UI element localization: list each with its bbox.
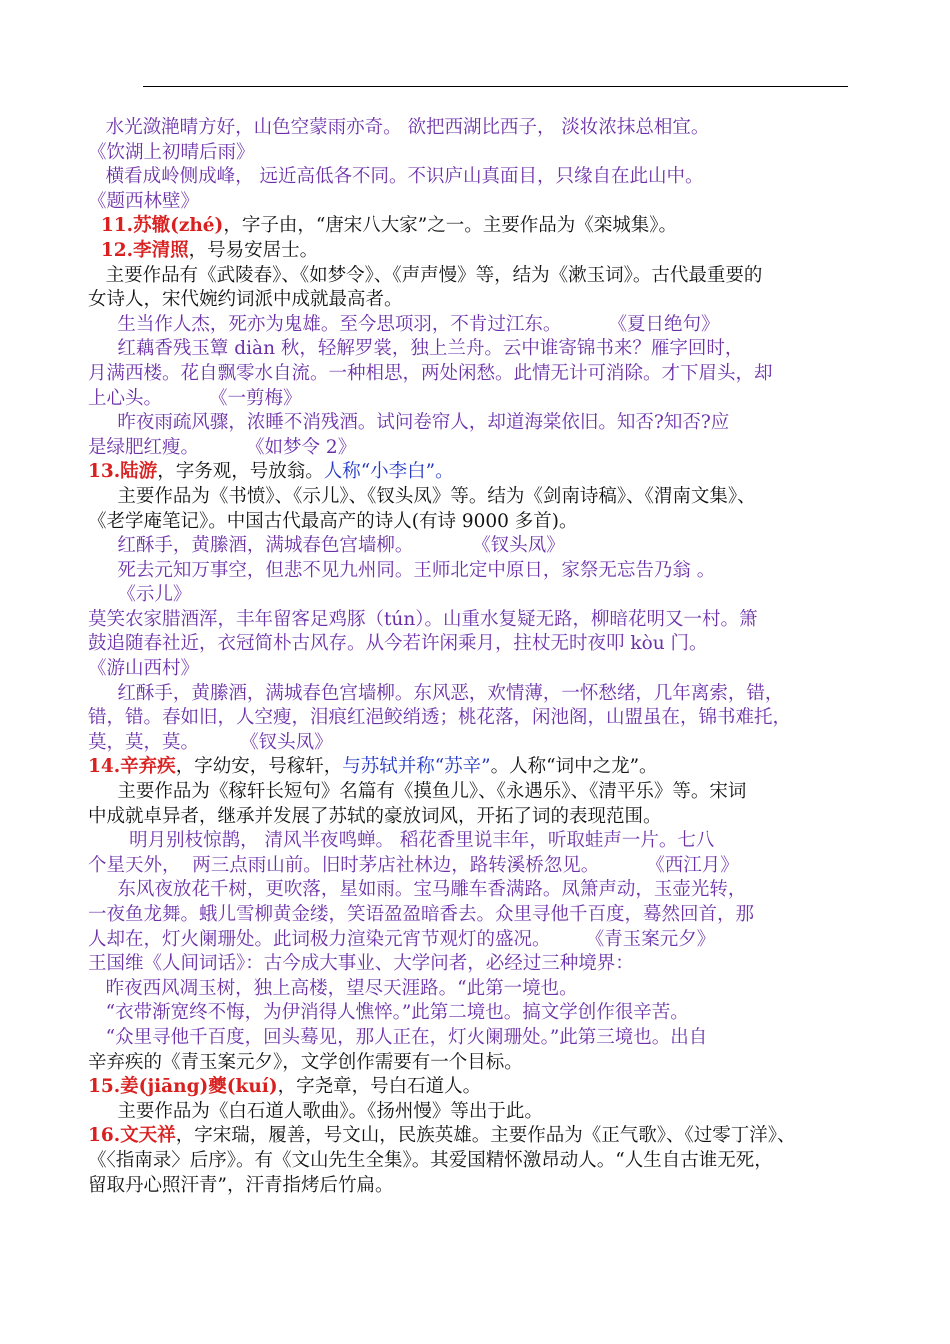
document-body bbox=[88, 116, 866, 1198]
text-segment: ，号易安居士。 bbox=[188, 239, 319, 261]
text-line bbox=[88, 977, 866, 1002]
text-segment: ，字宋瑞，履善，号文山，民族英雄。主要作品为《正气歌》、《过零丁洋》、 bbox=[175, 1125, 796, 1147]
text-line bbox=[88, 829, 866, 854]
text-line bbox=[88, 1100, 866, 1125]
text-segment: 红藕香残玉簟 diàn 秋，轻解罗裳，独上兰舟。云中谁寄锦书来？雁字回时， bbox=[88, 338, 744, 360]
text-line bbox=[88, 436, 866, 461]
text-segment: 女诗人，宋代婉约词派中成就最高者。 bbox=[88, 289, 403, 311]
text-segment: 横看成岭侧成峰， 远近高低各不同。不识庐山真面目，只缘自在此山中。 bbox=[88, 166, 704, 188]
text-line bbox=[88, 264, 866, 289]
text-line bbox=[88, 337, 866, 362]
text-segment: 红酥手，黄縢酒，满城春色宫墙柳。 《钗头凤》 bbox=[88, 535, 565, 557]
text-line bbox=[88, 165, 866, 190]
text-segment: 红酥手，黄縢酒，满城春色宫墙柳。东风恶，欢情薄，一怀愁绪，几年离索，错， bbox=[88, 682, 784, 704]
text-segment: 人却在，灯火阑珊处。此词极力渲染元宵节观灯的盛况。 《青玉案元夕》 bbox=[88, 928, 716, 950]
text-segment: 。人称“词中之龙”。 bbox=[490, 756, 658, 778]
text-segment: 《〈指南录〉后序》。有《文山先生全集》。其爱国精怀激昂动人。“人生自古谁无死， bbox=[88, 1149, 773, 1171]
text-segment: 留取丹心照汗青”，汗青指烤后竹扁。 bbox=[88, 1174, 394, 1196]
text-segment: 水光潋滟晴方好，山色空蒙雨亦奇。 欲把西湖比西子， 淡妆浓抹总相宜。 bbox=[88, 117, 710, 138]
text-segment: 主要作品有《武陵春》、《如梦令》、《声声慢》等，结为《漱玉词》。古代最重要的 bbox=[88, 264, 763, 286]
text-line bbox=[88, 1149, 866, 1174]
text-line bbox=[88, 903, 866, 928]
text-line bbox=[88, 1051, 866, 1076]
text-line bbox=[88, 485, 866, 510]
text-line bbox=[88, 141, 866, 166]
section-heading: 15.姜(jiāng)夔(kuí) bbox=[88, 1076, 278, 1098]
text-segment: 王国维《人间词话》：古今成大事业、大学问者，必经过三种境界： bbox=[88, 953, 634, 975]
text-segment: 昨夜西风凋玉树，独上高楼，望尽天涯路。“此第一境也。 bbox=[88, 977, 578, 999]
text-line bbox=[88, 854, 866, 879]
text-line bbox=[88, 1001, 866, 1026]
text-segment: 主要作品为《稼轩长短句》名篇有《摸鱼儿》、《永遇乐》、《清平乐》等。宋词 bbox=[88, 781, 747, 803]
text-segment: ，字务观，号放翁。 bbox=[157, 461, 324, 483]
text-line bbox=[88, 1124, 866, 1149]
text-line bbox=[88, 411, 866, 436]
section-heading: 13.陆游 bbox=[88, 461, 158, 483]
text-segment: 昨夜雨疏风骤，浓睡不消残酒。试问卷帘人，却道海棠依旧。知否?知否?应 bbox=[88, 412, 730, 434]
text-segment: 《老学庵笔记》。中国古代最高产的诗人(有诗 9000 多首)。 bbox=[88, 510, 578, 532]
text-segment: 莫笑农家腊酒浑，丰年留客足鸡豚（tún）。山重水复疑无路，柳暗花明又一村。箫 bbox=[88, 608, 758, 630]
text-line bbox=[88, 313, 866, 338]
text-line bbox=[88, 288, 866, 313]
text-segment: 个星天外， 两三点雨山前。旧时茅店社林边，路转溪桥忽见。 《西江月》 bbox=[88, 854, 739, 876]
text-line bbox=[88, 190, 866, 215]
text-line bbox=[88, 387, 866, 412]
text-segment: 与苏轼并称“苏辛” bbox=[342, 756, 491, 778]
text-line bbox=[88, 755, 866, 780]
text-line bbox=[88, 362, 866, 387]
text-segment: 人称“小李白”。 bbox=[323, 461, 454, 483]
text-line bbox=[88, 1174, 866, 1199]
text-line bbox=[88, 878, 866, 903]
text-segment: 死去元知万事空，但悲不见九州同。王师北定中原日，家祭无忘告乃翁 。 bbox=[88, 559, 716, 581]
text-line bbox=[88, 731, 866, 756]
text-line bbox=[88, 657, 866, 682]
text-segment: “众里寻他千百度，回头蓦见，那人正在，灯火阑珊处。”此第三境也。出自 bbox=[88, 1026, 708, 1048]
text-line bbox=[88, 682, 866, 707]
text-segment: 月满西楼。花自飘零水自流。一种相思，两处闲愁。此情无计可消除。才下眉头，却 bbox=[88, 362, 773, 384]
section-heading: 14.辛弃疾 bbox=[88, 756, 176, 778]
text-segment: 《饮湖上初晴后雨》 bbox=[88, 141, 255, 163]
text-segment: 是绿肥红瘦。 《如梦令 2》 bbox=[88, 436, 357, 458]
text-segment: ，字尧章，号白石道人。 bbox=[277, 1076, 482, 1098]
text-line bbox=[88, 1075, 866, 1100]
text-line bbox=[88, 805, 866, 830]
text-line bbox=[88, 632, 866, 657]
text-line bbox=[88, 116, 866, 141]
text-segment: 一夜鱼龙舞。蛾儿雪柳黄金缕，笑语盈盈暗香去。众里寻他千百度，蓦然回首，那 bbox=[88, 904, 755, 925]
text-line bbox=[88, 952, 866, 977]
text-line bbox=[88, 460, 866, 485]
text-line bbox=[88, 239, 866, 264]
header-rule bbox=[143, 86, 848, 87]
text-line bbox=[88, 1026, 866, 1051]
text-segment: ，字子由，“唐宋八大家”之一。主要作品为《栾城集》。 bbox=[223, 215, 677, 237]
section-heading: 12.李清照 bbox=[88, 239, 189, 261]
text-line bbox=[88, 780, 866, 805]
text-segment: 《游山西村》 bbox=[88, 658, 200, 680]
text-segment: 莫，莫，莫。 《钗头凤》 bbox=[88, 731, 333, 753]
text-segment: 主要作品为《白石道人歌曲》。《扬州慢》等出于此。 bbox=[88, 1100, 543, 1122]
text-segment: ，字幼安，号稼轩， bbox=[175, 756, 343, 778]
text-line bbox=[88, 510, 866, 535]
text-segment: 《题西林壁》 bbox=[88, 190, 200, 212]
section-heading: 11.苏辙(zhé) bbox=[88, 215, 224, 237]
section-heading: 16.文天祥 bbox=[88, 1125, 176, 1147]
text-segment: 《示儿》 bbox=[88, 584, 192, 606]
text-line bbox=[88, 583, 866, 608]
text-segment: 鼓追随春社近，衣冠简朴古风存。从今若许闲乘月，拄杖无时夜叩 kòu 门。 bbox=[88, 633, 708, 655]
text-segment: “衣带渐宽终不悔，为伊消得人憔悴。”此第二境也。搞文学创作很辛苦。 bbox=[88, 1002, 689, 1024]
text-line bbox=[88, 706, 866, 731]
text-segment: 生当作人杰，死亦为鬼雄。至今思项羽，不肯过江东。 《夏日绝句》 bbox=[88, 313, 720, 335]
text-segment: 中成就卓异者，继承并发展了苏轼的豪放词风，开拓了词的表现范围。 bbox=[88, 805, 662, 827]
text-segment: 明月别枝惊鹊， 清风半夜鸣蝉。 稻花香里说丰年，听取蛙声一片。七八 bbox=[88, 830, 715, 852]
text-line bbox=[88, 928, 866, 953]
text-line bbox=[88, 559, 866, 584]
text-line bbox=[88, 608, 866, 633]
text-segment: 辛弃疾的《青玉案元夕》，文学创作需要有一个目标。 bbox=[88, 1051, 523, 1073]
text-segment: 东风夜放花千树，更吹落，星如雨。宝马雕车香满路。凤箫声动，玉壶光转， bbox=[88, 879, 747, 901]
text-segment: 主要作品为《书愤》、《示儿》、《钗头凤》等。结为《剑南诗稿》、《渭南文集》、 bbox=[88, 485, 756, 507]
text-line bbox=[88, 534, 866, 559]
text-segment: 上心头。 《一剪梅》 bbox=[88, 387, 302, 409]
text-line bbox=[88, 214, 866, 239]
text-segment: 错，错。春如旧，人空瘦，泪痕红浥鲛绡透；桃花落，闲池阁，山盟虽在，锦书难托， bbox=[88, 707, 792, 729]
